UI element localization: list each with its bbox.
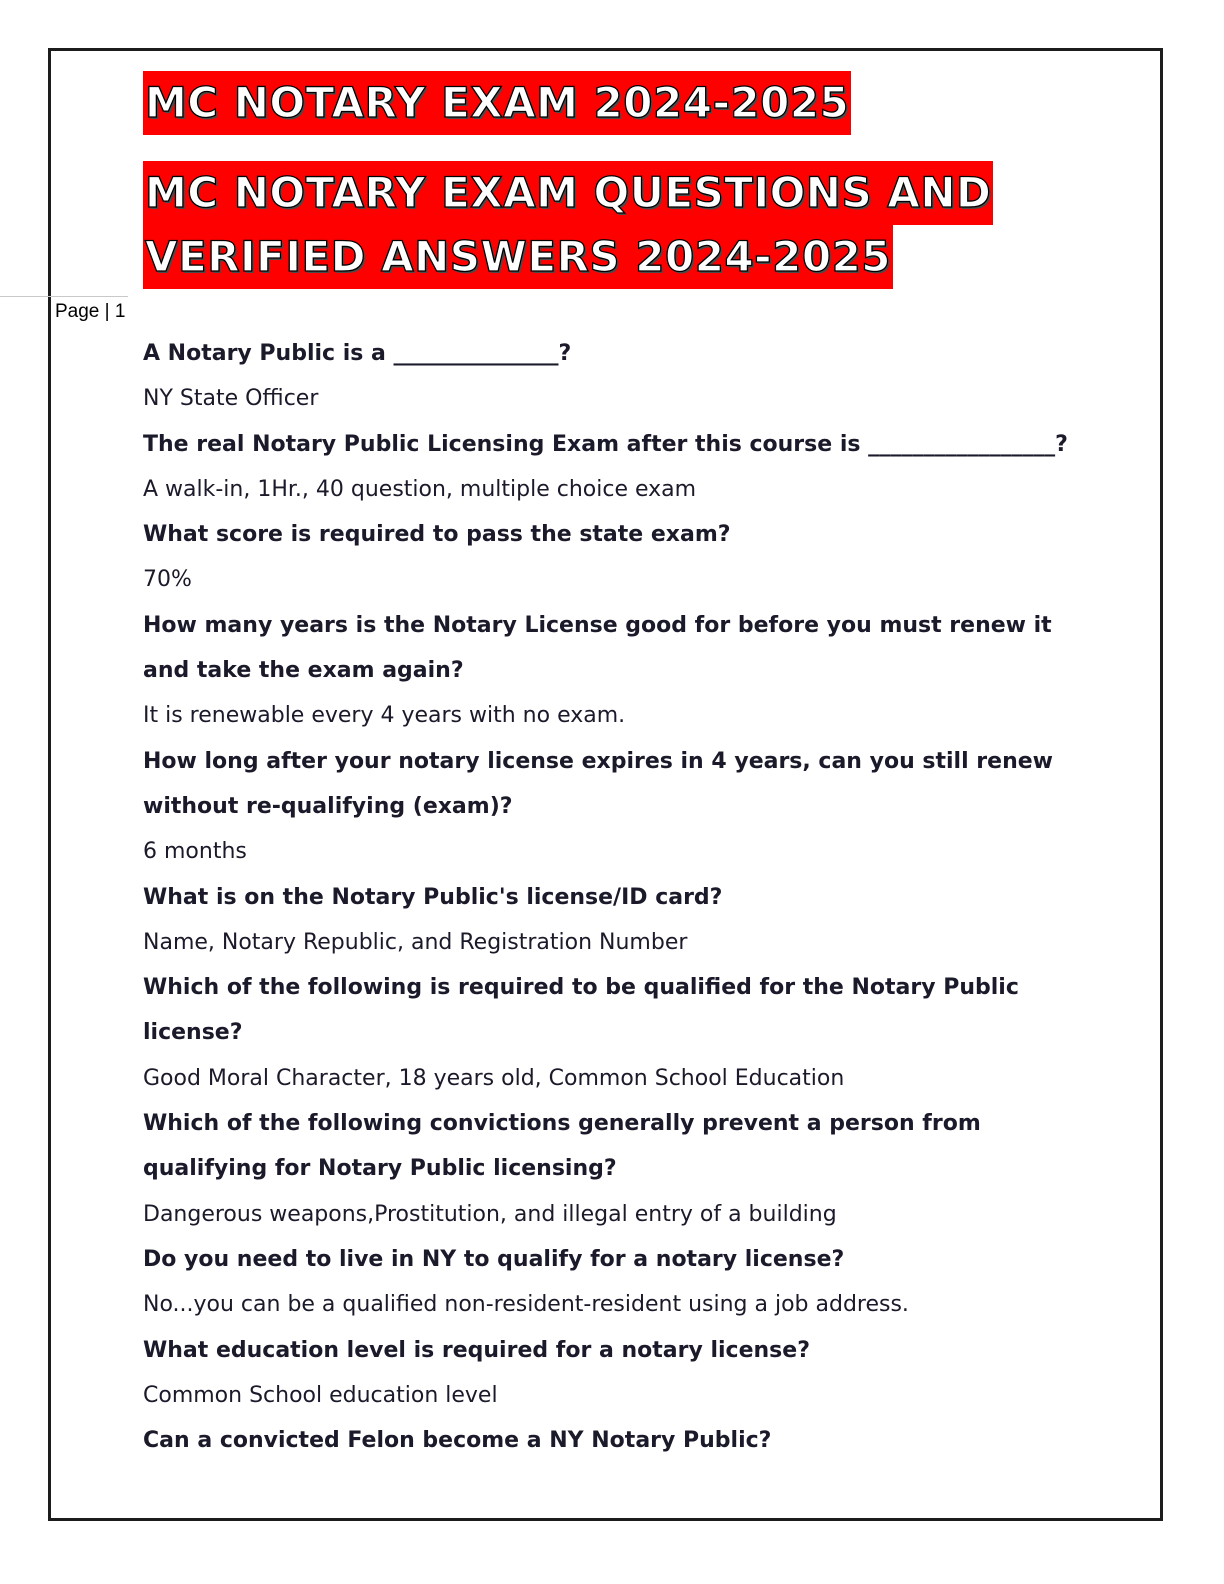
qa-item: [143, 331, 1073, 422]
question: How long after your notary license expires in 4 years, can you still renew without re-qualifying (exam)?: [143, 748, 1053, 819]
question: How many years is the Notary License good for before you must renew it and take the exam again?: [143, 612, 1052, 684]
question: The real Notary Public Licensing Exam after this course is _________________?: [143, 431, 1068, 457]
question: What education level is required for a notary license?: [143, 1337, 810, 1363]
qa-item: [143, 1418, 1073, 1463]
answer: NY State Officer: [143, 386, 319, 412]
qa-item: [143, 1101, 1073, 1237]
qa-item: [143, 739, 1073, 875]
page-number-rule: [0, 296, 128, 297]
page-number: Page | 1: [55, 301, 126, 322]
question: Which of the following is required to be qualified for the Notary Public license?: [143, 975, 1019, 1046]
answer: Good Moral Character, 18 years old, Common School Education: [143, 1065, 845, 1091]
document-title: MC NOTARY EXAM 2024-2025: [143, 71, 851, 135]
qa-item: [143, 512, 1073, 603]
question: A Notary Public is a _______________?: [143, 341, 572, 366]
qa-item: [143, 965, 1073, 1101]
answer: Dangerous weapons,Prostitution, and illegal entry of a building: [143, 1201, 837, 1227]
question: What is on the Notary Public's license/ID card?: [143, 884, 723, 910]
answer: Name, Notary Republic, and Registration Number: [143, 929, 688, 955]
qa-item: [143, 422, 1073, 513]
answer: 6 months: [143, 839, 247, 865]
answer: A walk-in, 1Hr., 40 question, multiple choice exam: [143, 476, 697, 502]
question: Do you need to live in NY to qualify for a notary license?: [143, 1246, 845, 1272]
qa-list: [143, 331, 1073, 1463]
qa-item: [143, 1237, 1073, 1328]
qa-item: [143, 875, 1073, 966]
answer: Common School education level: [143, 1382, 498, 1408]
answer: It is renewable every 4 years with no exam.: [143, 703, 626, 729]
qa-item: [143, 603, 1073, 739]
document-subtitle-line-2: VERIFIED ANSWERS 2024-2025: [143, 225, 893, 289]
question: Can a convicted Felon become a NY Notary Public?: [143, 1428, 772, 1454]
answer: No...you can be a qualified non-resident-resident using a job address.: [143, 1292, 909, 1318]
document-subtitle-line-1: MC NOTARY EXAM QUESTIONS AND: [143, 161, 993, 225]
question: Which of the following convictions generally prevent a person from qualifying for Notary Public licensing?: [143, 1111, 981, 1182]
answer: 70%: [143, 567, 192, 593]
qa-item: [143, 1328, 1073, 1419]
question: What score is required to pass the state exam?: [143, 522, 731, 548]
